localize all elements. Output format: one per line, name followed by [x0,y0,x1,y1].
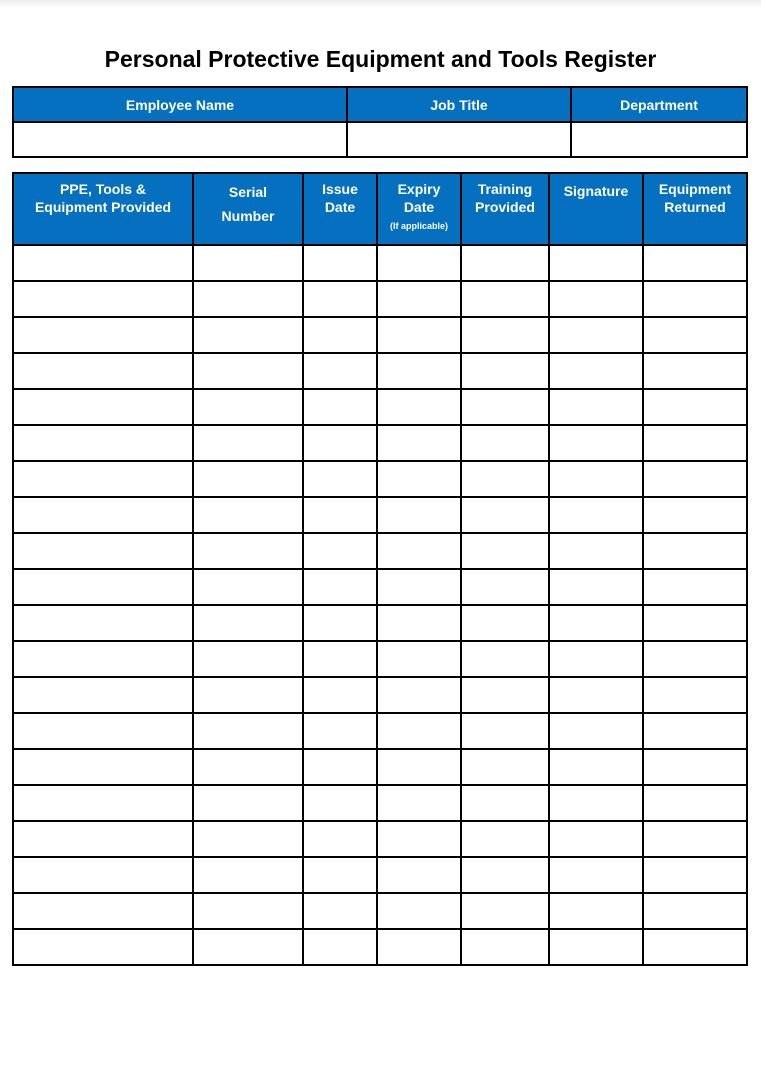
ppe-provided-header [13,173,193,245]
issue-date-cell[interactable] [303,281,377,317]
expiry-header-note: (If applicable) [389,221,448,231]
table-row [13,857,747,893]
table-row [13,893,747,929]
department-header: Department [571,87,747,122]
serial-cell[interactable] [193,245,303,281]
table-row [13,605,747,641]
training-cell[interactable] [461,389,549,425]
issue-date-cell[interactable] [303,569,377,605]
training-cell[interactable] [461,893,549,929]
job-title-header: Job Title [347,87,571,122]
returned-cell[interactable] [643,389,747,425]
returned-cell[interactable] [643,821,747,857]
serial-cell[interactable] [193,605,303,641]
serial-cell[interactable] [193,461,303,497]
table-row [13,389,747,425]
job-title-field[interactable] [347,122,571,157]
ppe-cell[interactable] [13,353,193,389]
serial-cell[interactable] [193,893,303,929]
returned-cell[interactable] [643,245,747,281]
expiry-date-cell[interactable] [377,461,461,497]
expiry-date-cell[interactable] [377,857,461,893]
serial-cell[interactable] [193,569,303,605]
returned-header-line-1: Equipment [658,181,732,197]
ppe-cell[interactable] [13,281,193,317]
issue-date-cell[interactable] [303,821,377,857]
serial-number-header [193,173,303,245]
training-header-line-2: Provided [475,199,535,215]
signature-cell[interactable] [549,893,643,929]
training-cell[interactable] [461,569,549,605]
issue-date-cell[interactable] [303,749,377,785]
returned-header-line-2: Returned [664,199,726,215]
ppe-cell[interactable] [13,317,193,353]
signature-cell[interactable] [549,857,643,893]
serial-cell[interactable] [193,389,303,425]
expiry-date-cell[interactable] [377,821,461,857]
training-cell[interactable] [461,497,549,533]
serial-cell[interactable] [193,749,303,785]
employee-name-field[interactable] [13,122,347,157]
ppe-header-line-1: PPE, Tools & [59,181,147,197]
expiry-date-cell[interactable] [377,281,461,317]
table-row [13,569,747,605]
issue-header-line-1: Issue [322,181,358,197]
serial-cell[interactable] [193,425,303,461]
expiry-date-cell[interactable] [377,929,461,965]
expiry-date-header [377,173,461,245]
returned-cell[interactable] [643,893,747,929]
ppe-cell[interactable] [13,677,193,713]
ppe-cell[interactable] [13,749,193,785]
serial-header-line-2: Number [221,208,275,224]
signature-cell[interactable] [549,749,643,785]
ppe-cell[interactable] [13,893,193,929]
expiry-date-cell[interactable] [377,353,461,389]
signature-cell[interactable] [549,569,643,605]
returned-cell[interactable] [643,425,747,461]
signature-cell[interactable] [549,353,643,389]
signature-cell[interactable] [549,317,643,353]
signature-cell[interactable] [549,929,643,965]
issue-date-cell[interactable] [303,425,377,461]
issue-date-cell[interactable] [303,533,377,569]
expiry-date-cell[interactable] [377,569,461,605]
expiry-date-cell[interactable] [377,893,461,929]
issue-date-cell[interactable] [303,245,377,281]
page-top-strip [0,0,761,8]
ppe-cell[interactable] [13,497,193,533]
returned-cell[interactable] [643,857,747,893]
returned-cell[interactable] [643,677,747,713]
training-cell[interactable] [461,749,549,785]
signature-cell[interactable] [549,677,643,713]
ppe-register-table [12,172,748,966]
serial-cell[interactable] [193,353,303,389]
expiry-date-cell[interactable] [377,425,461,461]
training-cell[interactable] [461,425,549,461]
expiry-header-line-2: Date [403,199,435,215]
ppe-cell[interactable] [13,821,193,857]
table-row [13,533,747,569]
signature-cell[interactable] [549,425,643,461]
ppe-cell[interactable] [13,929,193,965]
issue-date-cell[interactable] [303,353,377,389]
employee-info-table [12,86,748,158]
returned-cell[interactable] [643,929,747,965]
issue-date-cell[interactable] [303,389,377,425]
expiry-date-cell[interactable] [377,641,461,677]
signature-cell[interactable] [549,245,643,281]
signature-cell[interactable] [549,605,643,641]
returned-cell[interactable] [643,281,747,317]
training-cell[interactable] [461,785,549,821]
expiry-date-cell[interactable] [377,713,461,749]
ppe-cell[interactable] [13,785,193,821]
issue-date-cell[interactable] [303,785,377,821]
table-row [13,245,747,281]
training-cell[interactable] [461,245,549,281]
ppe-cell[interactable] [13,641,193,677]
serial-cell[interactable] [193,821,303,857]
table-row [13,929,747,965]
training-cell[interactable] [461,533,549,569]
serial-cell[interactable] [193,929,303,965]
training-provided-header [461,173,549,245]
returned-cell[interactable] [643,317,747,353]
ppe-cell[interactable] [13,245,193,281]
signature-cell[interactable] [549,785,643,821]
table-row [13,713,747,749]
training-cell[interactable] [461,929,549,965]
table-row [13,281,747,317]
ppe-cell[interactable] [13,713,193,749]
training-cell[interactable] [461,821,549,857]
training-cell[interactable] [461,641,549,677]
returned-cell[interactable] [643,497,747,533]
table-row [13,677,747,713]
signature-header [549,173,643,245]
returned-cell[interactable] [643,353,747,389]
issue-date-cell[interactable] [303,677,377,713]
expiry-date-cell[interactable] [377,317,461,353]
table-row [13,461,747,497]
table-row [13,425,747,461]
training-cell[interactable] [461,677,549,713]
training-cell[interactable] [461,281,549,317]
issue-date-cell[interactable] [303,641,377,677]
signature-cell[interactable] [549,821,643,857]
training-cell[interactable] [461,605,549,641]
expiry-date-cell[interactable] [377,389,461,425]
page-title: Personal Protective Equipment and Tools Register [104,46,657,72]
issue-date-cell[interactable] [303,605,377,641]
issue-date-cell[interactable] [303,461,377,497]
register-body [13,245,747,965]
signature-cell[interactable] [549,461,643,497]
expiry-date-cell[interactable] [377,749,461,785]
issue-date-cell[interactable] [303,929,377,965]
ppe-cell[interactable] [13,425,193,461]
employee-name-header: Employee Name [13,87,347,122]
returned-cell[interactable] [643,785,747,821]
issue-date-header [303,173,377,245]
training-cell[interactable] [461,461,549,497]
returned-cell[interactable] [643,569,747,605]
signature-cell[interactable] [549,281,643,317]
ppe-cell[interactable] [13,569,193,605]
ppe-cell[interactable] [13,533,193,569]
table-row [13,317,747,353]
serial-cell[interactable] [193,317,303,353]
serial-cell[interactable] [193,281,303,317]
expiry-date-cell[interactable] [377,533,461,569]
signature-cell[interactable] [549,497,643,533]
serial-cell[interactable] [193,677,303,713]
table-row [13,749,747,785]
ppe-cell[interactable] [13,605,193,641]
expiry-date-cell[interactable] [377,497,461,533]
issue-header-line-2: Date [324,199,356,215]
training-header-line-1: Training [477,181,533,197]
table-row [13,641,747,677]
signature-header-label: Signature [563,183,629,199]
signature-cell[interactable] [549,533,643,569]
training-cell[interactable] [461,713,549,749]
serial-cell[interactable] [193,533,303,569]
expiry-header-line-1: Expiry [397,181,441,197]
issue-date-cell[interactable] [303,893,377,929]
table-row [13,821,747,857]
serial-cell[interactable] [193,713,303,749]
table-row [13,785,747,821]
serial-cell[interactable] [193,497,303,533]
expiry-date-cell[interactable] [377,677,461,713]
signature-cell[interactable] [549,389,643,425]
returned-cell[interactable] [643,713,747,749]
training-cell[interactable] [461,857,549,893]
issue-date-cell[interactable] [303,317,377,353]
expiry-date-cell[interactable] [377,605,461,641]
issue-date-cell[interactable] [303,857,377,893]
training-cell[interactable] [461,317,549,353]
returned-cell[interactable] [643,605,747,641]
training-cell[interactable] [461,353,549,389]
expiry-date-cell[interactable] [377,785,461,821]
signature-cell[interactable] [549,713,643,749]
issue-date-cell[interactable] [303,713,377,749]
department-field[interactable] [571,122,747,157]
returned-cell[interactable] [643,749,747,785]
serial-cell[interactable] [193,641,303,677]
returned-cell[interactable] [643,533,747,569]
returned-cell[interactable] [643,641,747,677]
signature-cell[interactable] [549,641,643,677]
ppe-cell[interactable] [13,461,193,497]
ppe-header-line-2: Equipment Provided [34,199,172,215]
equipment-returned-header [643,173,747,245]
serial-cell[interactable] [193,857,303,893]
serial-cell[interactable] [193,785,303,821]
serial-header-line-1: Serial [228,184,268,200]
expiry-date-cell[interactable] [377,245,461,281]
returned-cell[interactable] [643,461,747,497]
ppe-cell[interactable] [13,857,193,893]
table-row [13,353,747,389]
issue-date-cell[interactable] [303,497,377,533]
ppe-cell[interactable] [13,389,193,425]
table-row [13,497,747,533]
